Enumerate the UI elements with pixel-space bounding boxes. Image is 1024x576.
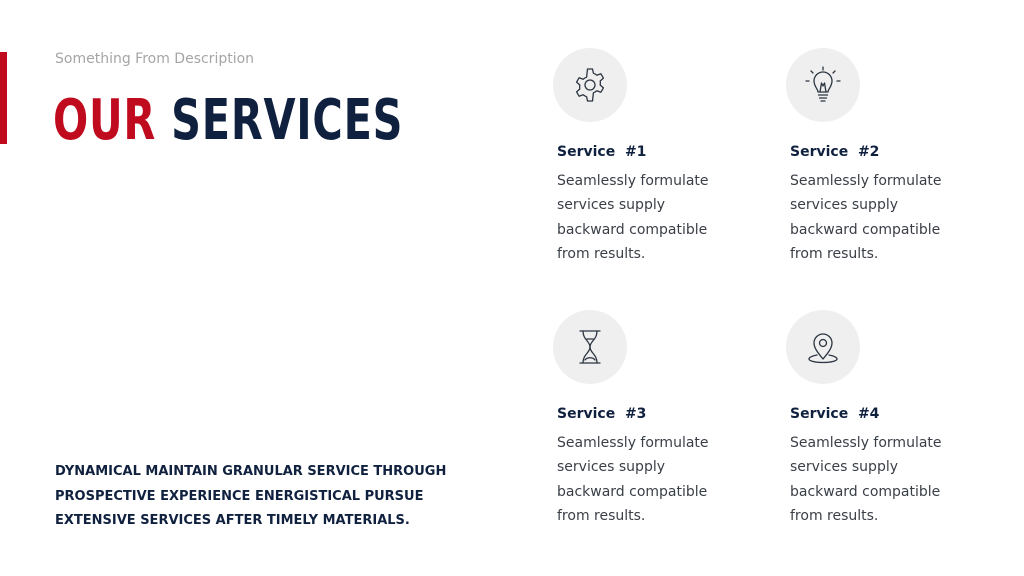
service-card-2 <box>790 48 1010 266</box>
service-card-1 <box>557 48 777 266</box>
service-title: Service #3 <box>557 406 647 422</box>
slide-title <box>53 86 403 156</box>
service-title: Service #4 <box>790 406 880 422</box>
service-description: Seamlessly formulate services supply backward compatible from results. <box>557 435 709 524</box>
slide-subtitle: Something From Description <box>55 51 255 67</box>
gear-icon <box>553 48 627 122</box>
service-title: Service #2 <box>790 144 880 160</box>
service-description: Seamlessly formulate services supply backward compatible from results. <box>790 435 942 524</box>
title-word-our: OUR <box>53 88 157 153</box>
accent-bar <box>0 52 7 144</box>
title-word-services: SERVICES <box>171 88 404 153</box>
service-description: Seamlessly formulate services supply backward compatible from results. <box>790 173 942 262</box>
service-title: Service #1 <box>557 144 647 160</box>
service-card-3 <box>557 310 777 528</box>
slide-tagline: DYNAMICAL MAINTAIN GRANULAR SERVICE THROUGH PROSPECTIVE EXPERIENCE ENERGISTICAL PURSUE EXTENSIVE SERVICES AFTER TIMELY MATERIALS. <box>55 464 447 528</box>
service-card-4 <box>790 310 1010 528</box>
location-pin-icon <box>786 310 860 384</box>
service-description: Seamlessly formulate services supply backward compatible from results. <box>557 173 709 262</box>
lightbulb-icon <box>786 48 860 122</box>
hourglass-icon <box>553 310 627 384</box>
